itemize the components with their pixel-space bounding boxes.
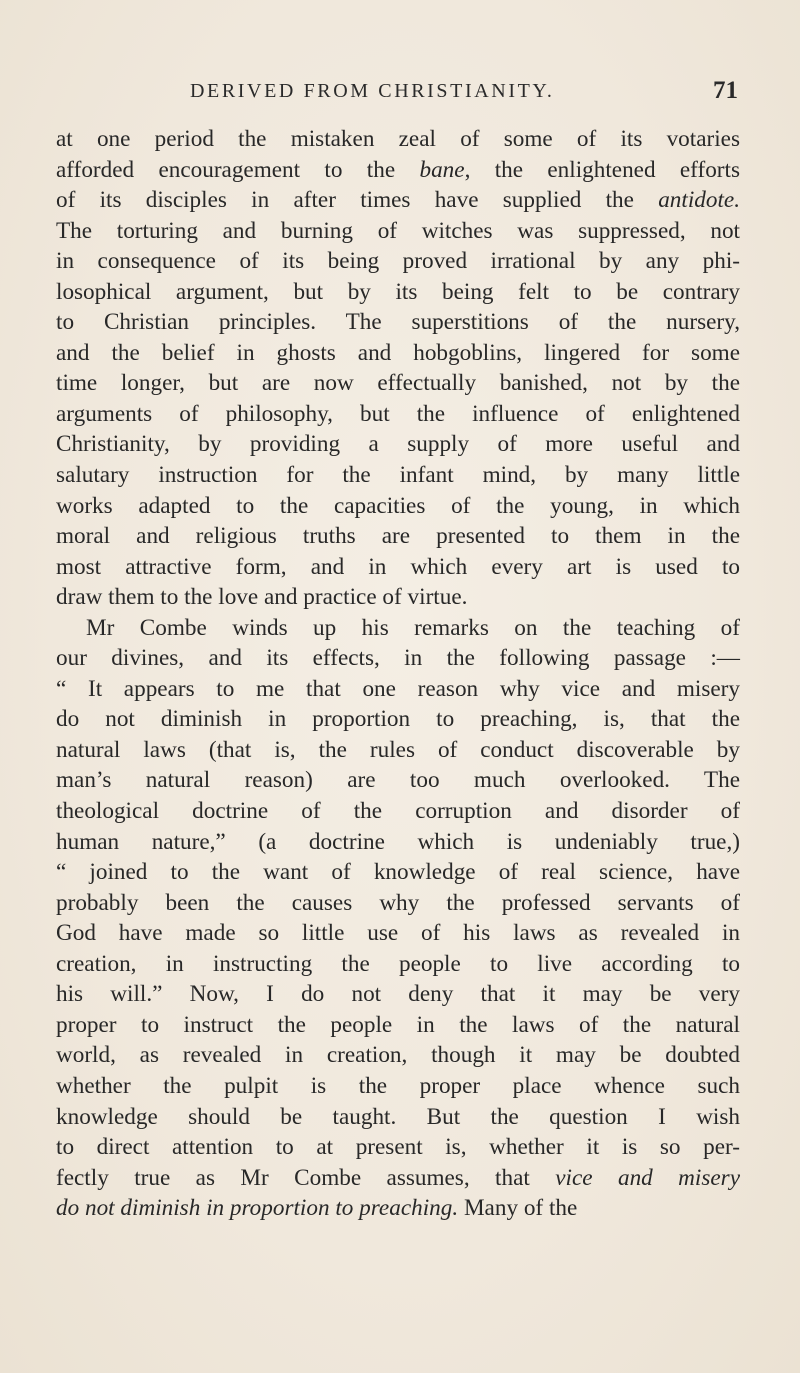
text-segment: human nature,” (a doctrine which is undeniably true,) bbox=[56, 828, 740, 855]
text-segment: of its disciples in after times have supplied the bbox=[56, 187, 659, 214]
text-segment: time longer, but are now effectually banished, not by the bbox=[56, 370, 740, 397]
text-line bbox=[56, 674, 740, 705]
text-segment: to Christian principles. The superstitions of the nursery, bbox=[56, 309, 740, 336]
italic-text: antidote. bbox=[658, 187, 740, 214]
text-segment: in consequence of its being proved irrational by any phi- bbox=[56, 248, 740, 275]
text-line bbox=[56, 216, 740, 247]
text-line bbox=[56, 277, 740, 308]
text-line bbox=[56, 888, 740, 919]
text-line bbox=[56, 307, 740, 338]
text-segment: our divines, and its effects, in the following passage :— bbox=[56, 645, 740, 672]
text-segment: salutary instruction for the infant mind, by many little bbox=[56, 462, 740, 489]
text-line bbox=[56, 155, 740, 186]
text-line bbox=[56, 338, 740, 369]
text-segment: and the belief in ghosts and hobgoblins, lingered for some bbox=[56, 339, 740, 366]
text-line bbox=[56, 827, 740, 858]
text-segment: creation, in instructing the people to live according to bbox=[56, 950, 740, 977]
text-line bbox=[56, 521, 740, 552]
text-segment: Mr Combe winds up his remarks on the teaching of bbox=[86, 614, 740, 641]
text-line bbox=[56, 643, 740, 674]
text-segment: The torturing and burning of witches was suppressed, not bbox=[56, 217, 740, 244]
text-line bbox=[56, 1040, 740, 1071]
text-line bbox=[56, 1193, 740, 1224]
text-line bbox=[56, 735, 740, 766]
text-segment: moral and religious truths are presented to them in the bbox=[56, 523, 740, 550]
text-line bbox=[56, 704, 740, 735]
text-line bbox=[56, 399, 740, 430]
text-segment: draw them to the love and practice of virtue. bbox=[56, 584, 468, 611]
text-line bbox=[56, 246, 740, 277]
text-segment: “ joined to the want of knowledge of real science, have bbox=[56, 859, 740, 886]
text-line bbox=[56, 460, 740, 491]
text-line bbox=[56, 1102, 740, 1133]
text-line bbox=[56, 857, 740, 888]
body-text bbox=[56, 124, 740, 1224]
text-line bbox=[56, 613, 740, 644]
text-line bbox=[56, 979, 740, 1010]
running-head bbox=[0, 76, 800, 106]
text-line bbox=[56, 491, 740, 522]
text-line bbox=[56, 582, 740, 613]
text-segment: “ It appears to me that one reason why vice and misery bbox=[56, 675, 740, 702]
text-line bbox=[56, 552, 740, 583]
text-line bbox=[56, 1071, 740, 1102]
page-number: 71 bbox=[713, 77, 738, 104]
text-segment: world, as revealed in creation, though it may be doubted bbox=[56, 1042, 740, 1069]
running-title: DERIVED FROM CHRISTIANITY. bbox=[190, 80, 555, 102]
text-line bbox=[56, 185, 740, 216]
text-line bbox=[56, 1010, 740, 1041]
text-line bbox=[56, 429, 740, 460]
text-segment: theological doctrine of the corruption and disorder of bbox=[56, 798, 740, 825]
text-segment: do not diminish in proportion to preaching, is, that the bbox=[56, 706, 740, 733]
text-segment: Christianity, by providing a supply of more useful and bbox=[56, 431, 740, 458]
text-segment: works adapted to the capacities of the young, in which bbox=[56, 492, 740, 519]
text-segment: proper to instruct the people in the laws of the natural bbox=[56, 1011, 740, 1038]
text-segment: to direct attention to at present is, whether it is so per- bbox=[56, 1134, 740, 1161]
text-segment: whether the pulpit is the proper place whence such bbox=[56, 1072, 740, 1099]
italic-text: vice and misery bbox=[555, 1164, 741, 1191]
text-segment: his will.” Now, I do not deny that it may be very bbox=[56, 981, 740, 1008]
text-segment: knowledge should be taught. But the question I wish bbox=[56, 1103, 740, 1130]
text-segment: at one period the mistaken zeal of some of its votaries bbox=[56, 126, 740, 152]
text-segment: losophical argument, but by its being felt to be contrary bbox=[56, 278, 740, 305]
text-segment: fectly true as Mr Combe assumes, that bbox=[56, 1164, 556, 1191]
text-segment: God have made so little use of his laws as revealed in bbox=[56, 920, 740, 947]
text-segment: Many of the bbox=[458, 1195, 578, 1222]
text-line bbox=[56, 765, 740, 796]
text-line bbox=[56, 124, 740, 155]
text-line bbox=[56, 796, 740, 827]
text-line bbox=[56, 1163, 740, 1194]
text-segment: arguments of philosophy, but the influence of enlightened bbox=[56, 400, 740, 427]
text-segment: man’s natural reason) are too much overlooked. The bbox=[56, 767, 740, 794]
italic-text: do not diminish in proportion to preaching. bbox=[56, 1195, 459, 1222]
text-segment: probably been the causes why the professed servants of bbox=[56, 889, 740, 916]
text-line bbox=[56, 949, 740, 980]
text-line bbox=[56, 918, 740, 949]
text-segment: natural laws (that is, the rules of conduct discoverable by bbox=[56, 736, 740, 763]
text-line bbox=[56, 368, 740, 399]
text-segment: most attractive form, and in which every art is used to bbox=[56, 553, 740, 580]
italic-text: bane bbox=[419, 156, 465, 183]
text-line bbox=[56, 1132, 740, 1163]
text-segment: afforded encouragement to the bbox=[56, 156, 420, 183]
text-segment: , the enlightened efforts bbox=[464, 156, 740, 183]
